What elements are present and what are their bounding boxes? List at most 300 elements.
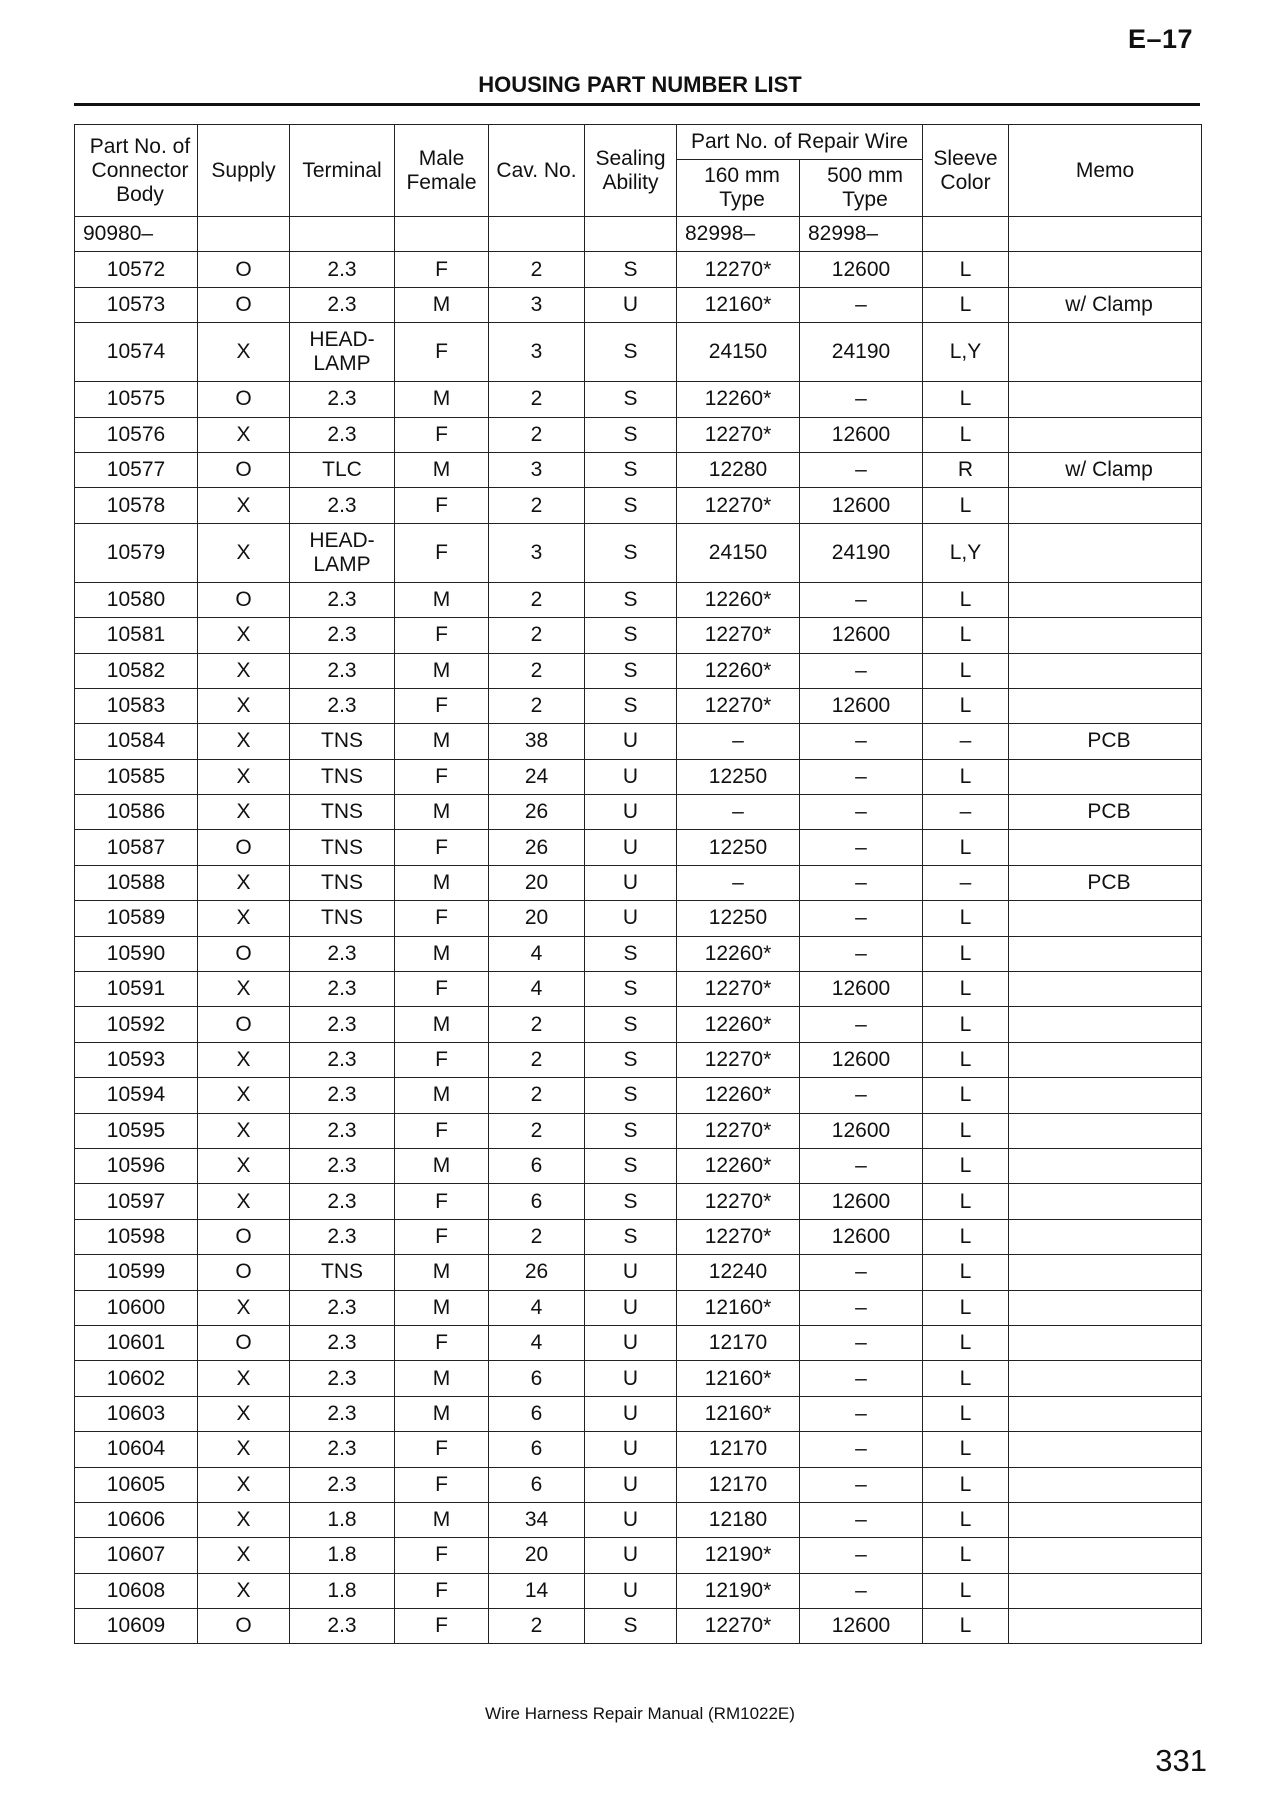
cell-cav-no: 38 bbox=[489, 724, 585, 759]
cell-memo bbox=[1009, 382, 1202, 417]
cell-supply: O bbox=[198, 252, 290, 287]
cell-sealing: S bbox=[585, 523, 677, 582]
prefix-160mm: 82998– bbox=[677, 217, 800, 252]
cell-part-no: 10606 bbox=[75, 1502, 198, 1537]
table-row bbox=[75, 287, 1202, 322]
cell-repair-500mm: – bbox=[800, 1467, 923, 1502]
cell-sealing: U bbox=[585, 1573, 677, 1608]
housing-part-table bbox=[74, 124, 1202, 1644]
cell-supply: X bbox=[198, 1573, 290, 1608]
cell-male-female: M bbox=[395, 724, 489, 759]
cell-memo bbox=[1009, 936, 1202, 971]
table-row bbox=[75, 1113, 1202, 1148]
cell-repair-160mm: 12180 bbox=[677, 1502, 800, 1537]
cell-repair-500mm: – bbox=[800, 936, 923, 971]
cell-cav-no: 4 bbox=[489, 1290, 585, 1325]
cell-terminal: HEAD- LAMP bbox=[290, 523, 395, 582]
cell-part-no: 10573 bbox=[75, 287, 198, 322]
cell-memo bbox=[1009, 1432, 1202, 1467]
cell-male-female: F bbox=[395, 1325, 489, 1360]
cell-repair-160mm: – bbox=[677, 865, 800, 900]
cell-supply: X bbox=[198, 901, 290, 936]
cell-part-no: 10607 bbox=[75, 1538, 198, 1573]
cell-memo bbox=[1009, 523, 1202, 582]
cell-part-no: 10572 bbox=[75, 252, 198, 287]
cell-sealing: U bbox=[585, 287, 677, 322]
cell-sleeve-color: L bbox=[923, 1361, 1009, 1396]
col-header-part-no: Part No. of Connector Body bbox=[75, 125, 198, 217]
cell-part-no: 10598 bbox=[75, 1219, 198, 1254]
cell-supply: X bbox=[198, 618, 290, 653]
cell-male-female: M bbox=[395, 287, 489, 322]
cell-repair-160mm: 12170 bbox=[677, 1467, 800, 1502]
table-row bbox=[75, 1325, 1202, 1360]
table-row bbox=[75, 523, 1202, 582]
table-row bbox=[75, 1148, 1202, 1183]
cell-supply: X bbox=[198, 523, 290, 582]
cell-part-no: 10592 bbox=[75, 1007, 198, 1042]
cell-repair-500mm: – bbox=[800, 1502, 923, 1537]
cell-repair-160mm: 12170 bbox=[677, 1432, 800, 1467]
cell-supply: O bbox=[198, 582, 290, 617]
cell-sleeve-color: L bbox=[923, 1148, 1009, 1183]
cell-sleeve-color: – bbox=[923, 795, 1009, 830]
cell-terminal: 2.3 bbox=[290, 382, 395, 417]
cell-terminal: 2.3 bbox=[290, 1290, 395, 1325]
cell-repair-500mm: 12600 bbox=[800, 417, 923, 452]
cell-supply: X bbox=[198, 1538, 290, 1573]
cell-cav-no: 26 bbox=[489, 795, 585, 830]
page-number: 331 bbox=[1155, 1743, 1207, 1778]
cell-terminal: 1.8 bbox=[290, 1573, 395, 1608]
cell-male-female: M bbox=[395, 1290, 489, 1325]
col-header-terminal: Terminal bbox=[290, 125, 395, 217]
cell-supply: X bbox=[198, 1148, 290, 1183]
empty-cell bbox=[585, 217, 677, 252]
table-row bbox=[75, 323, 1202, 382]
cell-repair-500mm: 12600 bbox=[800, 252, 923, 287]
cell-part-no: 10609 bbox=[75, 1609, 198, 1644]
cell-repair-500mm: 24190 bbox=[800, 323, 923, 382]
cell-sleeve-color: L bbox=[923, 1007, 1009, 1042]
cell-repair-160mm: 12260* bbox=[677, 653, 800, 688]
cell-male-female: F bbox=[395, 323, 489, 382]
table-row bbox=[75, 417, 1202, 452]
cell-cav-no: 2 bbox=[489, 582, 585, 617]
cell-sealing: S bbox=[585, 1113, 677, 1148]
cell-memo bbox=[1009, 1290, 1202, 1325]
cell-sleeve-color: L bbox=[923, 972, 1009, 1007]
cell-repair-500mm: – bbox=[800, 1290, 923, 1325]
cell-repair-500mm: – bbox=[800, 1361, 923, 1396]
cell-supply: X bbox=[198, 795, 290, 830]
cell-terminal: 2.3 bbox=[290, 287, 395, 322]
cell-repair-160mm: 12250 bbox=[677, 901, 800, 936]
cell-repair-160mm: 12190* bbox=[677, 1538, 800, 1573]
prefix-500mm: 82998– bbox=[800, 217, 923, 252]
cell-memo bbox=[1009, 1538, 1202, 1573]
cell-male-female: M bbox=[395, 582, 489, 617]
cell-terminal: HEAD- LAMP bbox=[290, 323, 395, 382]
cell-sealing: U bbox=[585, 1361, 677, 1396]
cell-cav-no: 2 bbox=[489, 653, 585, 688]
cell-supply: X bbox=[198, 1042, 290, 1077]
cell-terminal: 2.3 bbox=[290, 1007, 395, 1042]
cell-sealing: S bbox=[585, 1078, 677, 1113]
cell-male-female: F bbox=[395, 830, 489, 865]
cell-part-no: 10602 bbox=[75, 1361, 198, 1396]
cell-supply: X bbox=[198, 972, 290, 1007]
cell-memo bbox=[1009, 901, 1202, 936]
cell-repair-160mm: 12260* bbox=[677, 1078, 800, 1113]
cell-cav-no: 2 bbox=[489, 417, 585, 452]
cell-sealing: S bbox=[585, 1042, 677, 1077]
cell-male-female: F bbox=[395, 759, 489, 794]
cell-supply: X bbox=[198, 1184, 290, 1219]
table-row bbox=[75, 1219, 1202, 1254]
cell-sleeve-color: L bbox=[923, 1573, 1009, 1608]
cell-sleeve-color: L,Y bbox=[923, 523, 1009, 582]
cell-cav-no: 6 bbox=[489, 1361, 585, 1396]
cell-memo bbox=[1009, 618, 1202, 653]
cell-sleeve-color: L bbox=[923, 1467, 1009, 1502]
cell-sealing: S bbox=[585, 936, 677, 971]
cell-repair-160mm: 12160* bbox=[677, 287, 800, 322]
cell-supply: O bbox=[198, 830, 290, 865]
cell-sleeve-color: L bbox=[923, 618, 1009, 653]
cell-male-female: F bbox=[395, 1432, 489, 1467]
cell-part-no: 10597 bbox=[75, 1184, 198, 1219]
table-row bbox=[75, 759, 1202, 794]
cell-supply: X bbox=[198, 323, 290, 382]
cell-repair-160mm: 12260* bbox=[677, 1148, 800, 1183]
cell-male-female: M bbox=[395, 1502, 489, 1537]
cell-terminal: 2.3 bbox=[290, 653, 395, 688]
cell-part-no: 10576 bbox=[75, 417, 198, 452]
table-row bbox=[75, 1290, 1202, 1325]
cell-part-no: 10582 bbox=[75, 653, 198, 688]
cell-male-female: F bbox=[395, 1184, 489, 1219]
cell-repair-500mm: – bbox=[800, 1148, 923, 1183]
cell-part-no: 10594 bbox=[75, 1078, 198, 1113]
cell-supply: X bbox=[198, 488, 290, 523]
cell-memo: w/ Clamp bbox=[1009, 452, 1202, 487]
empty-cell bbox=[1009, 217, 1202, 252]
cell-cav-no: 6 bbox=[489, 1432, 585, 1467]
cell-repair-500mm: – bbox=[800, 653, 923, 688]
cell-sleeve-color: L bbox=[923, 936, 1009, 971]
cell-repair-160mm: 12160* bbox=[677, 1396, 800, 1431]
cell-sealing: S bbox=[585, 1219, 677, 1254]
cell-cav-no: 3 bbox=[489, 523, 585, 582]
cell-memo: PCB bbox=[1009, 795, 1202, 830]
cell-sleeve-color: L bbox=[923, 1255, 1009, 1290]
cell-male-female: F bbox=[395, 1219, 489, 1254]
cell-sealing: U bbox=[585, 1538, 677, 1573]
col-header-cav-no: Cav. No. bbox=[489, 125, 585, 217]
empty-cell bbox=[923, 217, 1009, 252]
cell-sleeve-color: L bbox=[923, 1432, 1009, 1467]
cell-supply: X bbox=[198, 724, 290, 759]
cell-sealing: U bbox=[585, 1467, 677, 1502]
cell-supply: X bbox=[198, 1396, 290, 1431]
cell-supply: O bbox=[198, 452, 290, 487]
cell-repair-160mm: 12270* bbox=[677, 1219, 800, 1254]
cell-sealing: U bbox=[585, 795, 677, 830]
cell-part-no: 10574 bbox=[75, 323, 198, 382]
cell-terminal: 1.8 bbox=[290, 1538, 395, 1573]
cell-terminal: 1.8 bbox=[290, 1502, 395, 1537]
cell-sealing: S bbox=[585, 452, 677, 487]
cell-repair-160mm: 12250 bbox=[677, 830, 800, 865]
cell-terminal: 2.3 bbox=[290, 618, 395, 653]
cell-male-female: F bbox=[395, 1042, 489, 1077]
cell-male-female: M bbox=[395, 936, 489, 971]
cell-cav-no: 14 bbox=[489, 1573, 585, 1608]
cell-part-no: 10591 bbox=[75, 972, 198, 1007]
table-row bbox=[75, 795, 1202, 830]
prefix-part-no: 90980– bbox=[75, 217, 198, 252]
cell-memo bbox=[1009, 252, 1202, 287]
cell-repair-160mm: – bbox=[677, 724, 800, 759]
cell-cav-no: 4 bbox=[489, 972, 585, 1007]
section-code: E–17 bbox=[1127, 24, 1193, 54]
cell-part-no: 10608 bbox=[75, 1573, 198, 1608]
cell-sleeve-color: L bbox=[923, 688, 1009, 723]
cell-repair-500mm: – bbox=[800, 1538, 923, 1573]
cell-sleeve-color: – bbox=[923, 865, 1009, 900]
cell-memo: PCB bbox=[1009, 724, 1202, 759]
cell-memo bbox=[1009, 1361, 1202, 1396]
cell-terminal: TLC bbox=[290, 452, 395, 487]
cell-supply: O bbox=[198, 936, 290, 971]
cell-repair-500mm: – bbox=[800, 865, 923, 900]
cell-repair-160mm: 12270* bbox=[677, 1609, 800, 1644]
cell-repair-160mm: 12260* bbox=[677, 382, 800, 417]
cell-repair-500mm: – bbox=[800, 1007, 923, 1042]
cell-supply: X bbox=[198, 417, 290, 452]
cell-repair-160mm: 12240 bbox=[677, 1255, 800, 1290]
cell-cav-no: 2 bbox=[489, 688, 585, 723]
cell-cav-no: 4 bbox=[489, 936, 585, 971]
cell-memo bbox=[1009, 688, 1202, 723]
cell-repair-160mm: – bbox=[677, 795, 800, 830]
cell-terminal: 2.3 bbox=[290, 1078, 395, 1113]
cell-repair-160mm: 12160* bbox=[677, 1290, 800, 1325]
cell-sleeve-color: L bbox=[923, 287, 1009, 322]
cell-repair-500mm: – bbox=[800, 1325, 923, 1360]
cell-repair-500mm: 12600 bbox=[800, 972, 923, 1007]
cell-male-female: F bbox=[395, 523, 489, 582]
cell-part-no: 10575 bbox=[75, 382, 198, 417]
cell-sleeve-color: L bbox=[923, 653, 1009, 688]
cell-part-no: 10587 bbox=[75, 830, 198, 865]
cell-memo bbox=[1009, 417, 1202, 452]
cell-sealing: S bbox=[585, 618, 677, 653]
cell-sealing: S bbox=[585, 488, 677, 523]
cell-cav-no: 2 bbox=[489, 1219, 585, 1254]
cell-sealing: U bbox=[585, 830, 677, 865]
cell-repair-500mm: 12600 bbox=[800, 1113, 923, 1148]
cell-male-female: F bbox=[395, 1113, 489, 1148]
cell-supply: O bbox=[198, 382, 290, 417]
cell-cav-no: 2 bbox=[489, 382, 585, 417]
cell-repair-160mm: 24150 bbox=[677, 523, 800, 582]
cell-terminal: 2.3 bbox=[290, 1113, 395, 1148]
cell-cav-no: 3 bbox=[489, 287, 585, 322]
table-row bbox=[75, 1042, 1202, 1077]
cell-terminal: TNS bbox=[290, 724, 395, 759]
cell-male-female: F bbox=[395, 972, 489, 1007]
cell-terminal: 2.3 bbox=[290, 972, 395, 1007]
cell-repair-160mm: 12270* bbox=[677, 1113, 800, 1148]
cell-sleeve-color: L bbox=[923, 1042, 1009, 1077]
cell-repair-500mm: – bbox=[800, 830, 923, 865]
cell-cav-no: 3 bbox=[489, 323, 585, 382]
table-row bbox=[75, 688, 1202, 723]
cell-repair-500mm: 12600 bbox=[800, 1042, 923, 1077]
cell-terminal: TNS bbox=[290, 830, 395, 865]
table-row bbox=[75, 618, 1202, 653]
cell-sealing: U bbox=[585, 1290, 677, 1325]
cell-part-no: 10590 bbox=[75, 936, 198, 971]
cell-repair-160mm: 12260* bbox=[677, 936, 800, 971]
cell-part-no: 10578 bbox=[75, 488, 198, 523]
cell-memo bbox=[1009, 1502, 1202, 1537]
cell-repair-500mm: 12600 bbox=[800, 1219, 923, 1254]
cell-sealing: S bbox=[585, 252, 677, 287]
cell-repair-500mm: – bbox=[800, 901, 923, 936]
cell-part-no: 10603 bbox=[75, 1396, 198, 1431]
cell-sleeve-color: L bbox=[923, 1609, 1009, 1644]
cell-terminal: 2.3 bbox=[290, 252, 395, 287]
table-row bbox=[75, 1255, 1202, 1290]
cell-terminal: 2.3 bbox=[290, 488, 395, 523]
cell-sleeve-color: L bbox=[923, 830, 1009, 865]
cell-cav-no: 6 bbox=[489, 1148, 585, 1183]
cell-repair-500mm: 12600 bbox=[800, 618, 923, 653]
cell-sealing: S bbox=[585, 1148, 677, 1183]
cell-cav-no: 6 bbox=[489, 1467, 585, 1502]
cell-terminal: 2.3 bbox=[290, 1432, 395, 1467]
cell-part-no: 10601 bbox=[75, 1325, 198, 1360]
cell-terminal: 2.3 bbox=[290, 1219, 395, 1254]
col-header-supply: Supply bbox=[198, 125, 290, 217]
cell-male-female: M bbox=[395, 795, 489, 830]
cell-repair-160mm: 12280 bbox=[677, 452, 800, 487]
cell-repair-160mm: 24150 bbox=[677, 323, 800, 382]
cell-part-no: 10580 bbox=[75, 582, 198, 617]
cell-sleeve-color: L bbox=[923, 417, 1009, 452]
cell-memo bbox=[1009, 323, 1202, 382]
cell-memo: PCB bbox=[1009, 865, 1202, 900]
title-rule bbox=[74, 103, 1200, 106]
cell-male-female: M bbox=[395, 382, 489, 417]
cell-sleeve-color: L bbox=[923, 1078, 1009, 1113]
cell-sleeve-color: L bbox=[923, 1502, 1009, 1537]
cell-sealing: U bbox=[585, 1502, 677, 1537]
cell-male-female: M bbox=[395, 1396, 489, 1431]
cell-repair-160mm: 12190* bbox=[677, 1573, 800, 1608]
cell-repair-500mm: – bbox=[800, 452, 923, 487]
cell-repair-160mm: 12270* bbox=[677, 972, 800, 1007]
cell-sealing: S bbox=[585, 323, 677, 382]
cell-part-no: 10596 bbox=[75, 1148, 198, 1183]
table-row bbox=[75, 1396, 1202, 1431]
cell-repair-160mm: 12270* bbox=[677, 688, 800, 723]
cell-terminal: 2.3 bbox=[290, 1396, 395, 1431]
table-row bbox=[75, 252, 1202, 287]
cell-sleeve-color: L bbox=[923, 1219, 1009, 1254]
cell-memo bbox=[1009, 1467, 1202, 1502]
cell-cav-no: 2 bbox=[489, 1113, 585, 1148]
cell-repair-500mm: – bbox=[800, 1396, 923, 1431]
cell-sleeve-color: L bbox=[923, 1325, 1009, 1360]
cell-sealing: S bbox=[585, 582, 677, 617]
cell-sealing: U bbox=[585, 865, 677, 900]
cell-sealing: S bbox=[585, 653, 677, 688]
table-row bbox=[75, 1538, 1202, 1573]
table-row bbox=[75, 1609, 1202, 1644]
table-row bbox=[75, 488, 1202, 523]
cell-supply: X bbox=[198, 653, 290, 688]
cell-male-female: M bbox=[395, 1148, 489, 1183]
cell-supply: X bbox=[198, 1432, 290, 1467]
cell-male-female: F bbox=[395, 1467, 489, 1502]
cell-sleeve-color: L,Y bbox=[923, 323, 1009, 382]
cell-memo bbox=[1009, 1609, 1202, 1644]
cell-supply: O bbox=[198, 1255, 290, 1290]
cell-repair-500mm: 12600 bbox=[800, 688, 923, 723]
cell-memo bbox=[1009, 653, 1202, 688]
cell-part-no: 10588 bbox=[75, 865, 198, 900]
cell-sleeve-color: L bbox=[923, 1184, 1009, 1219]
cell-memo bbox=[1009, 1325, 1202, 1360]
table-row bbox=[75, 1078, 1202, 1113]
cell-cav-no: 6 bbox=[489, 1396, 585, 1431]
cell-part-no: 10593 bbox=[75, 1042, 198, 1077]
cell-terminal: 2.3 bbox=[290, 1609, 395, 1644]
cell-sleeve-color: L bbox=[923, 1396, 1009, 1431]
cell-terminal: 2.3 bbox=[290, 1325, 395, 1360]
cell-cav-no: 2 bbox=[489, 1007, 585, 1042]
empty-cell bbox=[198, 217, 290, 252]
cell-terminal: TNS bbox=[290, 1255, 395, 1290]
cell-cav-no: 2 bbox=[489, 1042, 585, 1077]
cell-supply: X bbox=[198, 1078, 290, 1113]
cell-male-female: M bbox=[395, 452, 489, 487]
col-header-sealing: Sealing Ability bbox=[585, 125, 677, 217]
empty-cell bbox=[290, 217, 395, 252]
cell-sleeve-color: R bbox=[923, 452, 1009, 487]
cell-part-no: 10583 bbox=[75, 688, 198, 723]
table-row bbox=[75, 936, 1202, 971]
cell-repair-500mm: – bbox=[800, 1432, 923, 1467]
cell-repair-160mm: 12270* bbox=[677, 1042, 800, 1077]
cell-memo bbox=[1009, 582, 1202, 617]
cell-sleeve-color: L bbox=[923, 1113, 1009, 1148]
cell-supply: O bbox=[198, 287, 290, 322]
cell-cav-no: 20 bbox=[489, 865, 585, 900]
cell-repair-500mm: – bbox=[800, 287, 923, 322]
cell-male-female: F bbox=[395, 252, 489, 287]
cell-male-female: M bbox=[395, 653, 489, 688]
cell-cav-no: 4 bbox=[489, 1325, 585, 1360]
cell-cav-no: 26 bbox=[489, 830, 585, 865]
cell-part-no: 10581 bbox=[75, 618, 198, 653]
table-row bbox=[75, 1007, 1202, 1042]
footer-manual-title: Wire Harness Repair Manual (RM1022E) bbox=[485, 1704, 795, 1723]
